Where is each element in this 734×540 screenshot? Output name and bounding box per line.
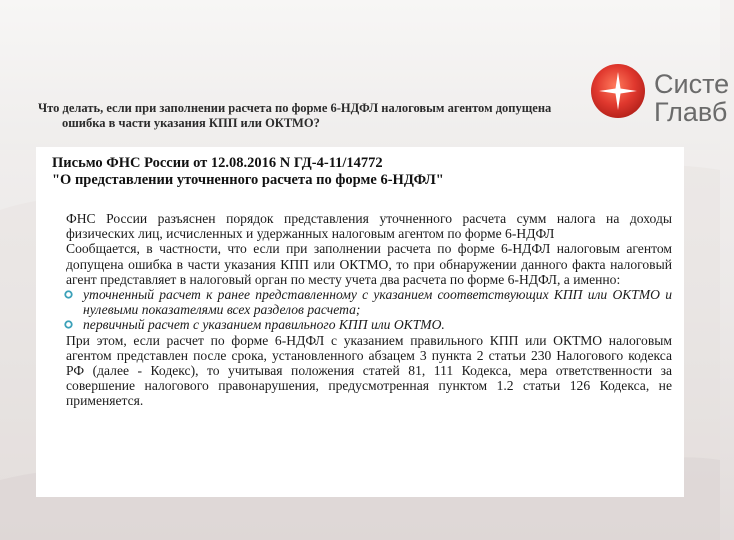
bullet-item-2 bbox=[66, 317, 672, 332]
brand-logo-text bbox=[654, 70, 734, 126]
document-title bbox=[52, 155, 672, 189]
headline-line-2: ошибка в части указания КПП или ОКТМО? bbox=[62, 116, 320, 130]
paragraph-2: Сообщается, в частности, что если при заполнении расчета по форме 6-НДФЛ налоговым агентом допущена ошибка в части указания КПП или ОКТМО, то при обнаружении данного факта налоговый агент представляет в налоговый орган по месту учета два расчета по форме 6-НДФЛ, а именно: bbox=[66, 241, 672, 287]
star-sparkle-icon bbox=[589, 62, 647, 120]
headline-line-1: Что делать, если при заполнении расчета по форме 6-НДФЛ налоговым агентом допущена bbox=[38, 101, 552, 115]
bullet-dot-icon bbox=[64, 290, 73, 299]
bullet-text-1: уточненный расчет к ранее представленному с указанием соответствующих КПП или ОКТМО и нулевыми показателями всех разделов расчета; bbox=[83, 287, 672, 318]
paragraph-3: При этом, если расчет по форме 6-НДФЛ с указанием правильного КПП или ОКТМО налоговым агентом представлен после срока, установленного абзацем 3 пункта 2 статьи 230 Налогового кодекса РФ (далее - Кодекс), то учитывая положения статей 81, 111 Кодекса, мера ответственности за совершение налогового правонарушения, предусмотренная пунктом 1.2 статьи 126 Кодекса, не применяется. bbox=[66, 332, 672, 409]
brand-logo-line-1: Систе bbox=[654, 69, 730, 99]
bullet-item-1 bbox=[66, 287, 672, 317]
bullet-text-2: первичный расчет с указанием правильного КПП или ОКТМО. bbox=[83, 317, 445, 333]
brand-logo-line-2: Главб bbox=[654, 97, 728, 127]
document-title-line-2: "О представлении уточненного расчета по форме 6-НДФЛ" bbox=[52, 172, 444, 188]
document-title-line-1: Письмо ФНС России от 12.08.2016 N ГД-4-11/14772 bbox=[52, 155, 383, 171]
bullet-dot-icon bbox=[64, 320, 73, 329]
paragraph-1: ФНС России разъяснен порядок представления уточненного расчета сумм налога на доходы физических лиц, исчисленных и удержанных налоговым агентом по форме 6-НДФЛ bbox=[66, 211, 672, 242]
slide-headline bbox=[38, 101, 668, 131]
document-body bbox=[66, 211, 672, 409]
